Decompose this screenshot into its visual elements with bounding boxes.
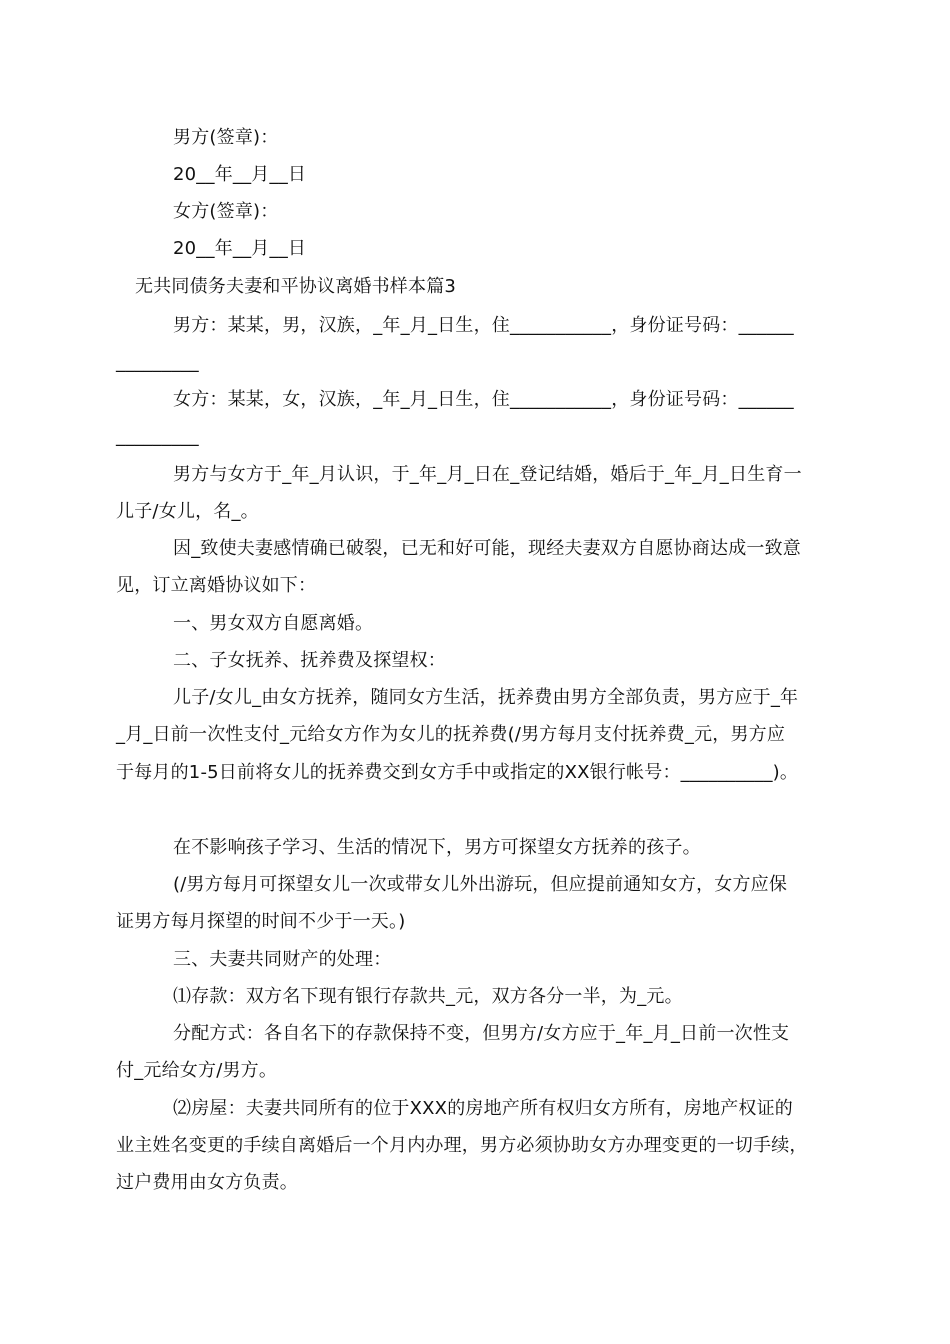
female-info-line: 女方：某某，女，汉族，_年_月_日生，住___________，身份证号码：______ [173,389,794,410]
male-signature-line: 男方(签章)： [173,127,279,148]
female-id-continuation: _________ [116,426,199,447]
house-paragraph-line-1: ⑵房屋：夫妻共同所有的位于XXX的房地产所有权归女方所有，房地产权证的 [173,1098,793,1119]
male-id-continuation: _________ [116,352,199,373]
savings-item: ⑴存款：双方名下现有银行存款共_元，双方各分一半，为_元。 [173,986,683,1007]
male-date-line: 20__年__月__日 [173,164,307,185]
marriage-paragraph-line-2: 儿子/女儿，名_。 [116,501,259,522]
section-title: 无共同债务夫妻和平协议离婚书样本篇3 [135,276,457,297]
visitation-paragraph: 在不影响孩子学习、生活的情况下，男方可探望女方抚养的孩子。 [173,837,701,858]
reason-paragraph-line-2: 见，订立离婚协议如下： [116,575,317,596]
house-paragraph-line-3: 过户费用由女方负责。 [116,1172,298,1193]
visitation-detail-line-2: 证男方每月探望的时间不少于一天。) [116,911,406,932]
marriage-paragraph-line-1: 男方与女方于_年_月认识，于_年_月_日在_登记结婚，婚后于_年_月_日生育一 [173,464,802,485]
custody-paragraph-line-1: 儿子/女儿_由女方抚养，随同女方生活，抚养费由男方全部负责，男方应于_年 [173,687,799,708]
clause-three-heading: 三、夫妻共同财产的处理： [173,949,392,970]
distribution-paragraph-line-1: 分配方式：各自名下的存款保持不变，但男方/女方应于_年_月_日前一次性支 [173,1023,790,1044]
custody-paragraph-line-3: 于每月的1-5日前将女儿的抚养费交到女方手中或指定的XX银行帐号：__________)。 [116,762,799,783]
custody-paragraph-line-2: _月_日前一次性支付_元给女方作为女儿的抚养费(/男方每月支付抚养费_元，男方应 [116,724,786,745]
clause-two-heading: 二、子女抚养、抚养费及探望权： [173,650,446,671]
clause-one: 一、男女双方自愿离婚。 [173,613,374,634]
distribution-paragraph-line-2: 付_元给女方/男方。 [116,1060,278,1081]
female-date-line: 20__年__月__日 [173,238,307,259]
house-paragraph-line-2: 业主姓名变更的手续自离婚后一个月内办理，男方必须协助女方办理变更的一切手续， [116,1135,808,1156]
reason-paragraph-line-1: 因_致使夫妻感情确已破裂，已无和好可能，现经夫妻双方自愿协商达成一致意 [173,538,801,559]
visitation-detail-line-1: (/男方每月可探望女儿一次或带女儿外出游玩，但应提前通知女方，女方应保 [173,874,788,895]
female-signature-line: 女方(签章)： [173,201,279,222]
male-info-line: 男方：某某，男，汉族，_年_月_日生，住___________，身份证号码：______ [173,315,794,336]
